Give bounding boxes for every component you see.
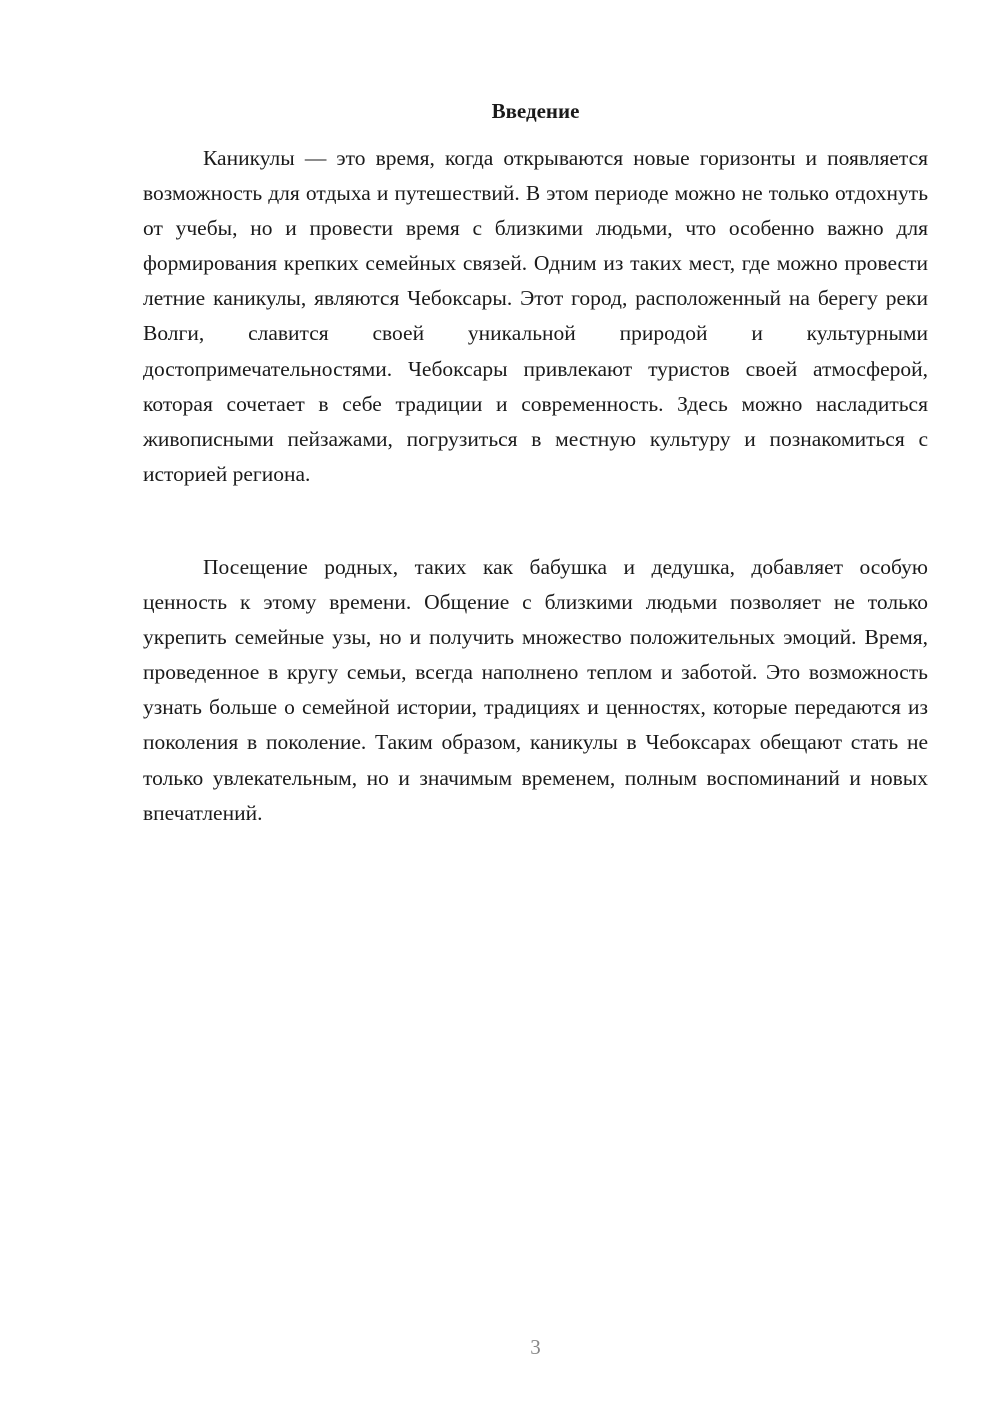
section-heading: Введение [491,99,580,123]
paragraph-1: Каникулы — это время, когда открываются новые горизонты и появляется возможность для отдыха и путешествий. В этом периоде можно не только отдохнуть от учебы, но и провести время с близкими людьми, что особенно важно для формирования крепких семейных связей. Одним из таких мест, где можно провести летние каникулы, являются Чебоксары. Этот город, расположенный на берегу реки Волги, славится своей уникальной природой и культурными достопримечательностями. Чебоксары привлекают туристов своей атмосферой, которая сочетает в себе традиции и современность. Здесь можно насладиться живописными пейзажами, погрузиться в местную культуру и познакомиться с историей региона. [143,146,928,486]
paragraph-2: Посещение родных, таких как бабушка и дедушка, добавляет особую ценность к этому времени. Общение с близкими людьми позволяет не только укрепить семейные узы, но и получить множество положительных эмоций. Время, проведенное в кругу семьи, всегда наполнено теплом и заботой. Это возможность узнать больше о семейной истории, традициях и ценностях, которые передаются из поколения в поколение. Таким образом, каникулы в Чебоксарах обещают стать не только увлекательным, но и значимым временем, полным воспоминаний и новых впечатлений. [143,555,928,825]
page-number: 3 [530,1335,541,1359]
